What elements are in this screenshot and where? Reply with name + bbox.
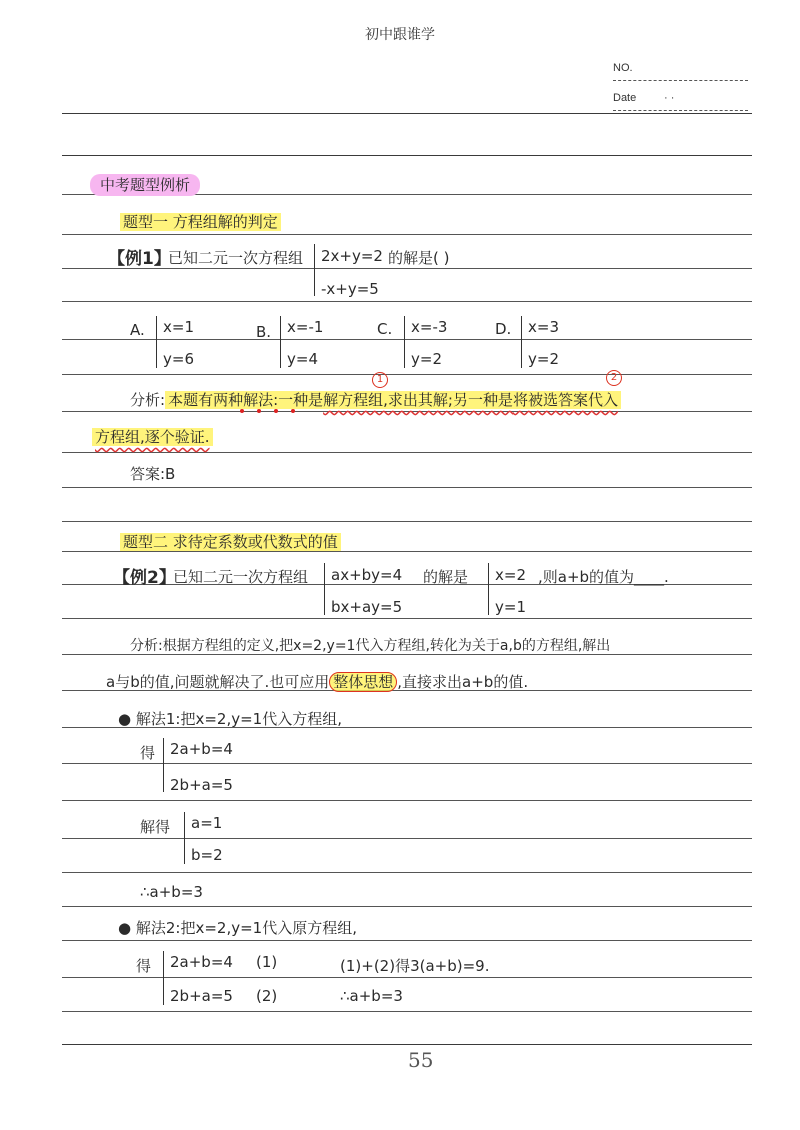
method2-step: (1)+(2)得3(a+b)=9.: [340, 957, 490, 975]
example1-eq2: -x+y=5: [321, 280, 379, 298]
rule-line: [62, 800, 752, 801]
rule-line: [62, 374, 752, 375]
page-number: 55: [408, 1048, 434, 1072]
answer1: 答案:B: [130, 465, 176, 483]
rule-line: [62, 113, 752, 114]
key-idea: 整体思想: [329, 672, 397, 692]
analysis2-line2: a与b的值,问题就解决了.也可应用 整体思想 ,直接求出a+b的值.: [106, 673, 529, 691]
rule-line: [62, 1044, 752, 1045]
rule-line: [62, 301, 752, 302]
option-a-brace: [156, 316, 157, 368]
rule-line: [62, 155, 752, 156]
emphasis-dot: [274, 409, 278, 413]
option-b-y: y=4: [287, 350, 318, 368]
option-d-x: x=3: [528, 318, 559, 336]
rule-line: [62, 763, 752, 764]
example1-eq1: 2x+y=2: [321, 247, 383, 265]
date-line: [613, 110, 748, 111]
method1-brace: [163, 738, 164, 792]
rule-line: [62, 234, 752, 235]
example1-stem: 已知二元一次方程组: [168, 249, 304, 267]
emphasis-dot: [257, 409, 261, 413]
option-c-brace: [404, 316, 405, 368]
option-b-brace: [280, 316, 281, 368]
example2-eq1: ax+by=4: [331, 566, 403, 584]
method2-eq2: 2b+a=5: [170, 987, 233, 1005]
option-b-letter: B.: [256, 323, 272, 341]
bullet-icon: ●: [118, 919, 132, 937]
method2-result: ∴a+b=3: [340, 987, 403, 1005]
option-d-y: y=2: [528, 350, 559, 368]
rule-line: [62, 411, 752, 412]
option-c-x: x=-3: [411, 318, 448, 336]
analysis1-line2: 方程组,逐个验证.: [92, 426, 213, 447]
example2-stem: 已知二元一次方程组: [173, 568, 309, 586]
method1-s2: b=2: [191, 846, 223, 864]
method1-eq1: 2a+b=4: [170, 740, 233, 758]
rule-line: [62, 618, 752, 619]
marker-2-icon: 2: [606, 370, 622, 386]
method2-brace: [163, 951, 164, 1005]
option-c-y: y=2: [411, 350, 442, 368]
analysis2-line1: 分析:根据方程组的定义,把x=2,y=1代入方程组,转化为关于a,b的方程组,解出: [130, 638, 611, 654]
analysis1-line1: 分析: 本题有两种解法:一种是解方程组,求出其解;另一种是将被选答案代入: [130, 389, 621, 410]
method2-tag2: (2): [256, 987, 278, 1005]
method1-de: 得: [140, 744, 156, 762]
type2-title: 题型二 求待定系数或代数式的值: [120, 531, 341, 552]
page-header-title: 初中跟谁学: [365, 27, 435, 43]
no-label: NO.: [613, 62, 633, 74]
method1-eq2: 2b+a=5: [170, 776, 233, 794]
method2-title: ● 解法2:把x=2,y=1代入原方程组,: [118, 919, 357, 937]
example2-sol1: x=2: [495, 566, 526, 584]
method1-result: ∴a+b=3: [140, 883, 203, 901]
option-b-x: x=-1: [287, 318, 324, 336]
example1-question: 的解是( ): [388, 249, 450, 267]
example1-label: 【例1】: [108, 249, 171, 269]
rule-line: [62, 838, 752, 839]
method1-sol-brace: [184, 812, 185, 864]
option-d-brace: [521, 316, 522, 368]
emphasis-dot: [240, 409, 244, 413]
example2-sol2: y=1: [495, 598, 526, 616]
rule-line: [62, 906, 752, 907]
example2-question: ,则a+b的值为____.: [538, 568, 669, 586]
rule-line: [62, 977, 752, 978]
date-dots: · ·: [664, 92, 675, 104]
marker-1-icon: 1: [372, 372, 388, 388]
method2-de: 得: [136, 957, 152, 975]
option-a-letter: A.: [130, 321, 145, 339]
date-label: Date: [613, 92, 637, 104]
option-d-letter: D.: [495, 320, 512, 338]
section-title: 中考题型例析: [90, 174, 200, 195]
method1-title: ● 解法1:把x=2,y=1代入方程组,: [118, 710, 342, 728]
type1-title: 题型一 方程组解的判定: [120, 211, 281, 232]
rule-line: [62, 339, 752, 340]
method2-tag1: (1): [256, 953, 278, 971]
example2-sol-brace: [488, 563, 489, 615]
no-line: [613, 80, 748, 81]
example2-eq2: bx+ay=5: [331, 598, 403, 616]
option-a-x: x=1: [163, 318, 194, 336]
rule-line: [62, 452, 752, 453]
rule-line: [62, 1011, 752, 1012]
method1-jiede: 解得: [140, 818, 171, 836]
example2-mid: 的解是: [423, 568, 469, 586]
rule-line: [62, 487, 752, 488]
option-a-y: y=6: [163, 350, 194, 368]
option-c-letter: C.: [377, 320, 393, 338]
method1-s1: a=1: [191, 814, 223, 832]
example2-brace: [324, 563, 325, 615]
bullet-icon: ●: [118, 710, 132, 728]
example1-brace: [314, 244, 315, 296]
rule-line: [62, 940, 752, 941]
rule-line: [62, 872, 752, 873]
rule-line: [62, 521, 752, 522]
emphasis-dot: [291, 409, 295, 413]
method2-eq1: 2a+b=4: [170, 953, 233, 971]
example2-label: 【例2】: [113, 568, 176, 588]
